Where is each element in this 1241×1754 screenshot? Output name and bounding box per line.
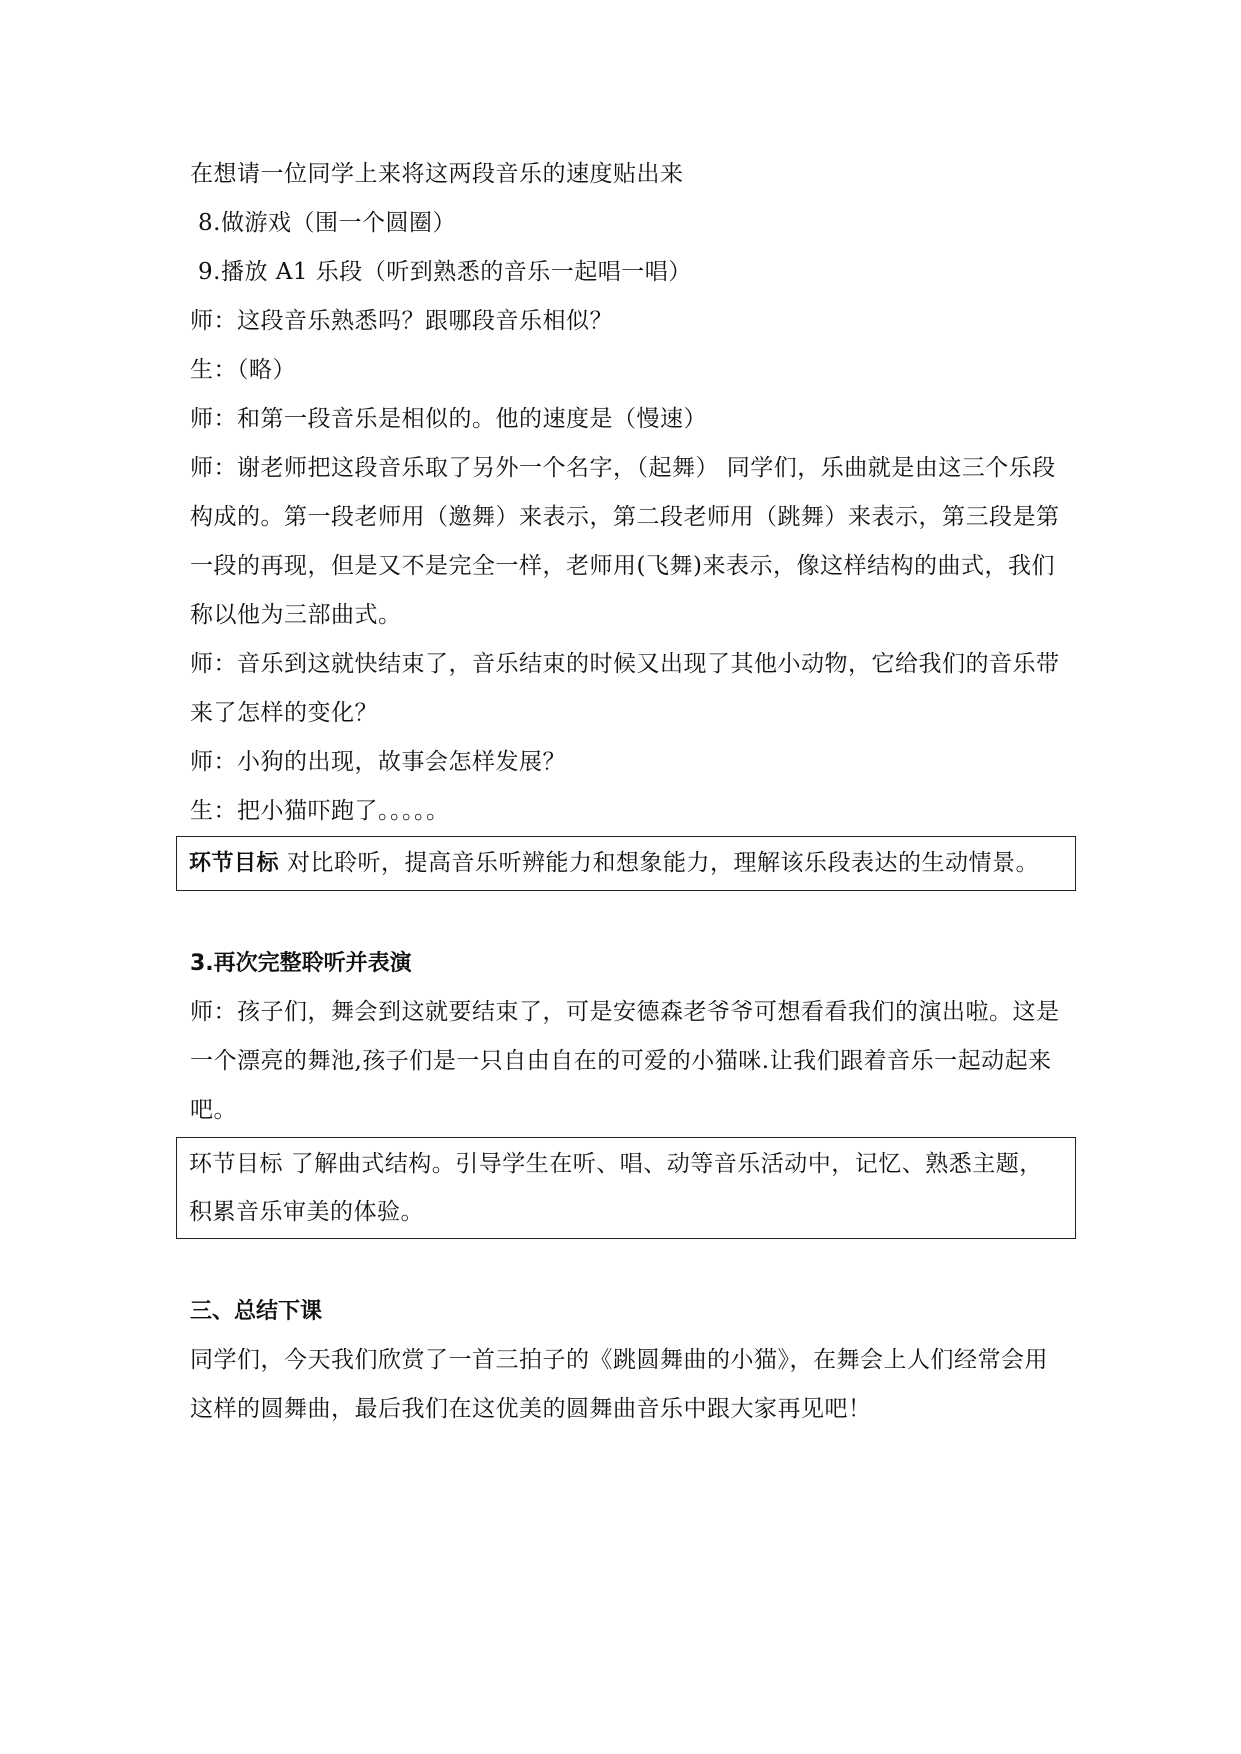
structure-paragraph: 师：谢老师把这段音乐取了另外一个名字，（起舞） 同学们，乐曲就是由这三个乐段构成的。第一段老师用（邀舞）来表示，第二段老师用（跳舞）来表示，第三段是第一段的再现，但是又不是完全一样，老师用(飞舞)来表示，像这样结构的曲式，我们称以他为三部曲式。	[190, 455, 1060, 628]
goal-text: 对比聆听，提高音乐听辨能力和想象能力，理解该乐段表达的生动情景。	[287, 850, 1040, 876]
step-9-line: 9.播放 A1 乐段（听到熟悉的音乐一起唱一唱）	[198, 259, 692, 285]
teacher-line: 师：和第一段音乐是相似的。他的速度是（慢速）	[190, 406, 707, 432]
goal-box-1	[176, 836, 1076, 891]
text-line: 在想请一位同学上来将这两段音乐的速度贴出来	[190, 161, 684, 187]
summary-paragraph: 同学们，今天我们欣赏了一首三拍子的《跳圆舞曲的小猫》，在舞会上人们经常会用这样的圆舞曲，最后我们在这优美的圆舞曲音乐中跟大家再见吧！	[190, 1347, 1048, 1422]
goal-box-2	[176, 1137, 1076, 1239]
student-answer-line: 生：（略）	[190, 357, 296, 383]
teacher-dog-line: 师：小狗的出现，故事会怎样发展？	[190, 749, 566, 775]
step-8-line: 8.做游戏（围一个圆圈）	[198, 210, 456, 236]
section-3-paragraph: 师：孩子们，舞会到这就要结束了，可是安德森老爷爷可想看看我们的演出啦。这是一个漂亮的舞池,孩子们是一只自由自在的可爱的小猫咪.让我们跟着音乐一起动起来吧。	[190, 999, 1060, 1123]
teacher-question-line: 师：这段音乐熟悉吗？跟哪段音乐相似？	[190, 308, 613, 334]
summary-heading: 三、总结下课	[190, 1299, 323, 1324]
ending-paragraph: 师：音乐到这就快结束了，音乐结束的时候又出现了其他小动物，它给我们的音乐带来了怎样的变化？	[190, 651, 1060, 726]
goal-text-2: 环节目标 了解曲式结构。引导学生在听、唱、动等音乐活动中，记忆、熟悉主题，积累音乐审美的体验。	[189, 1151, 1043, 1225]
document-page	[190, 150, 1070, 1434]
section-3-heading: 3.再次完整聆听并表演	[190, 951, 412, 976]
goal-label: 环节目标	[189, 851, 280, 876]
student-cat-line: 生：把小猫吓跑了。。。。。	[190, 798, 450, 824]
